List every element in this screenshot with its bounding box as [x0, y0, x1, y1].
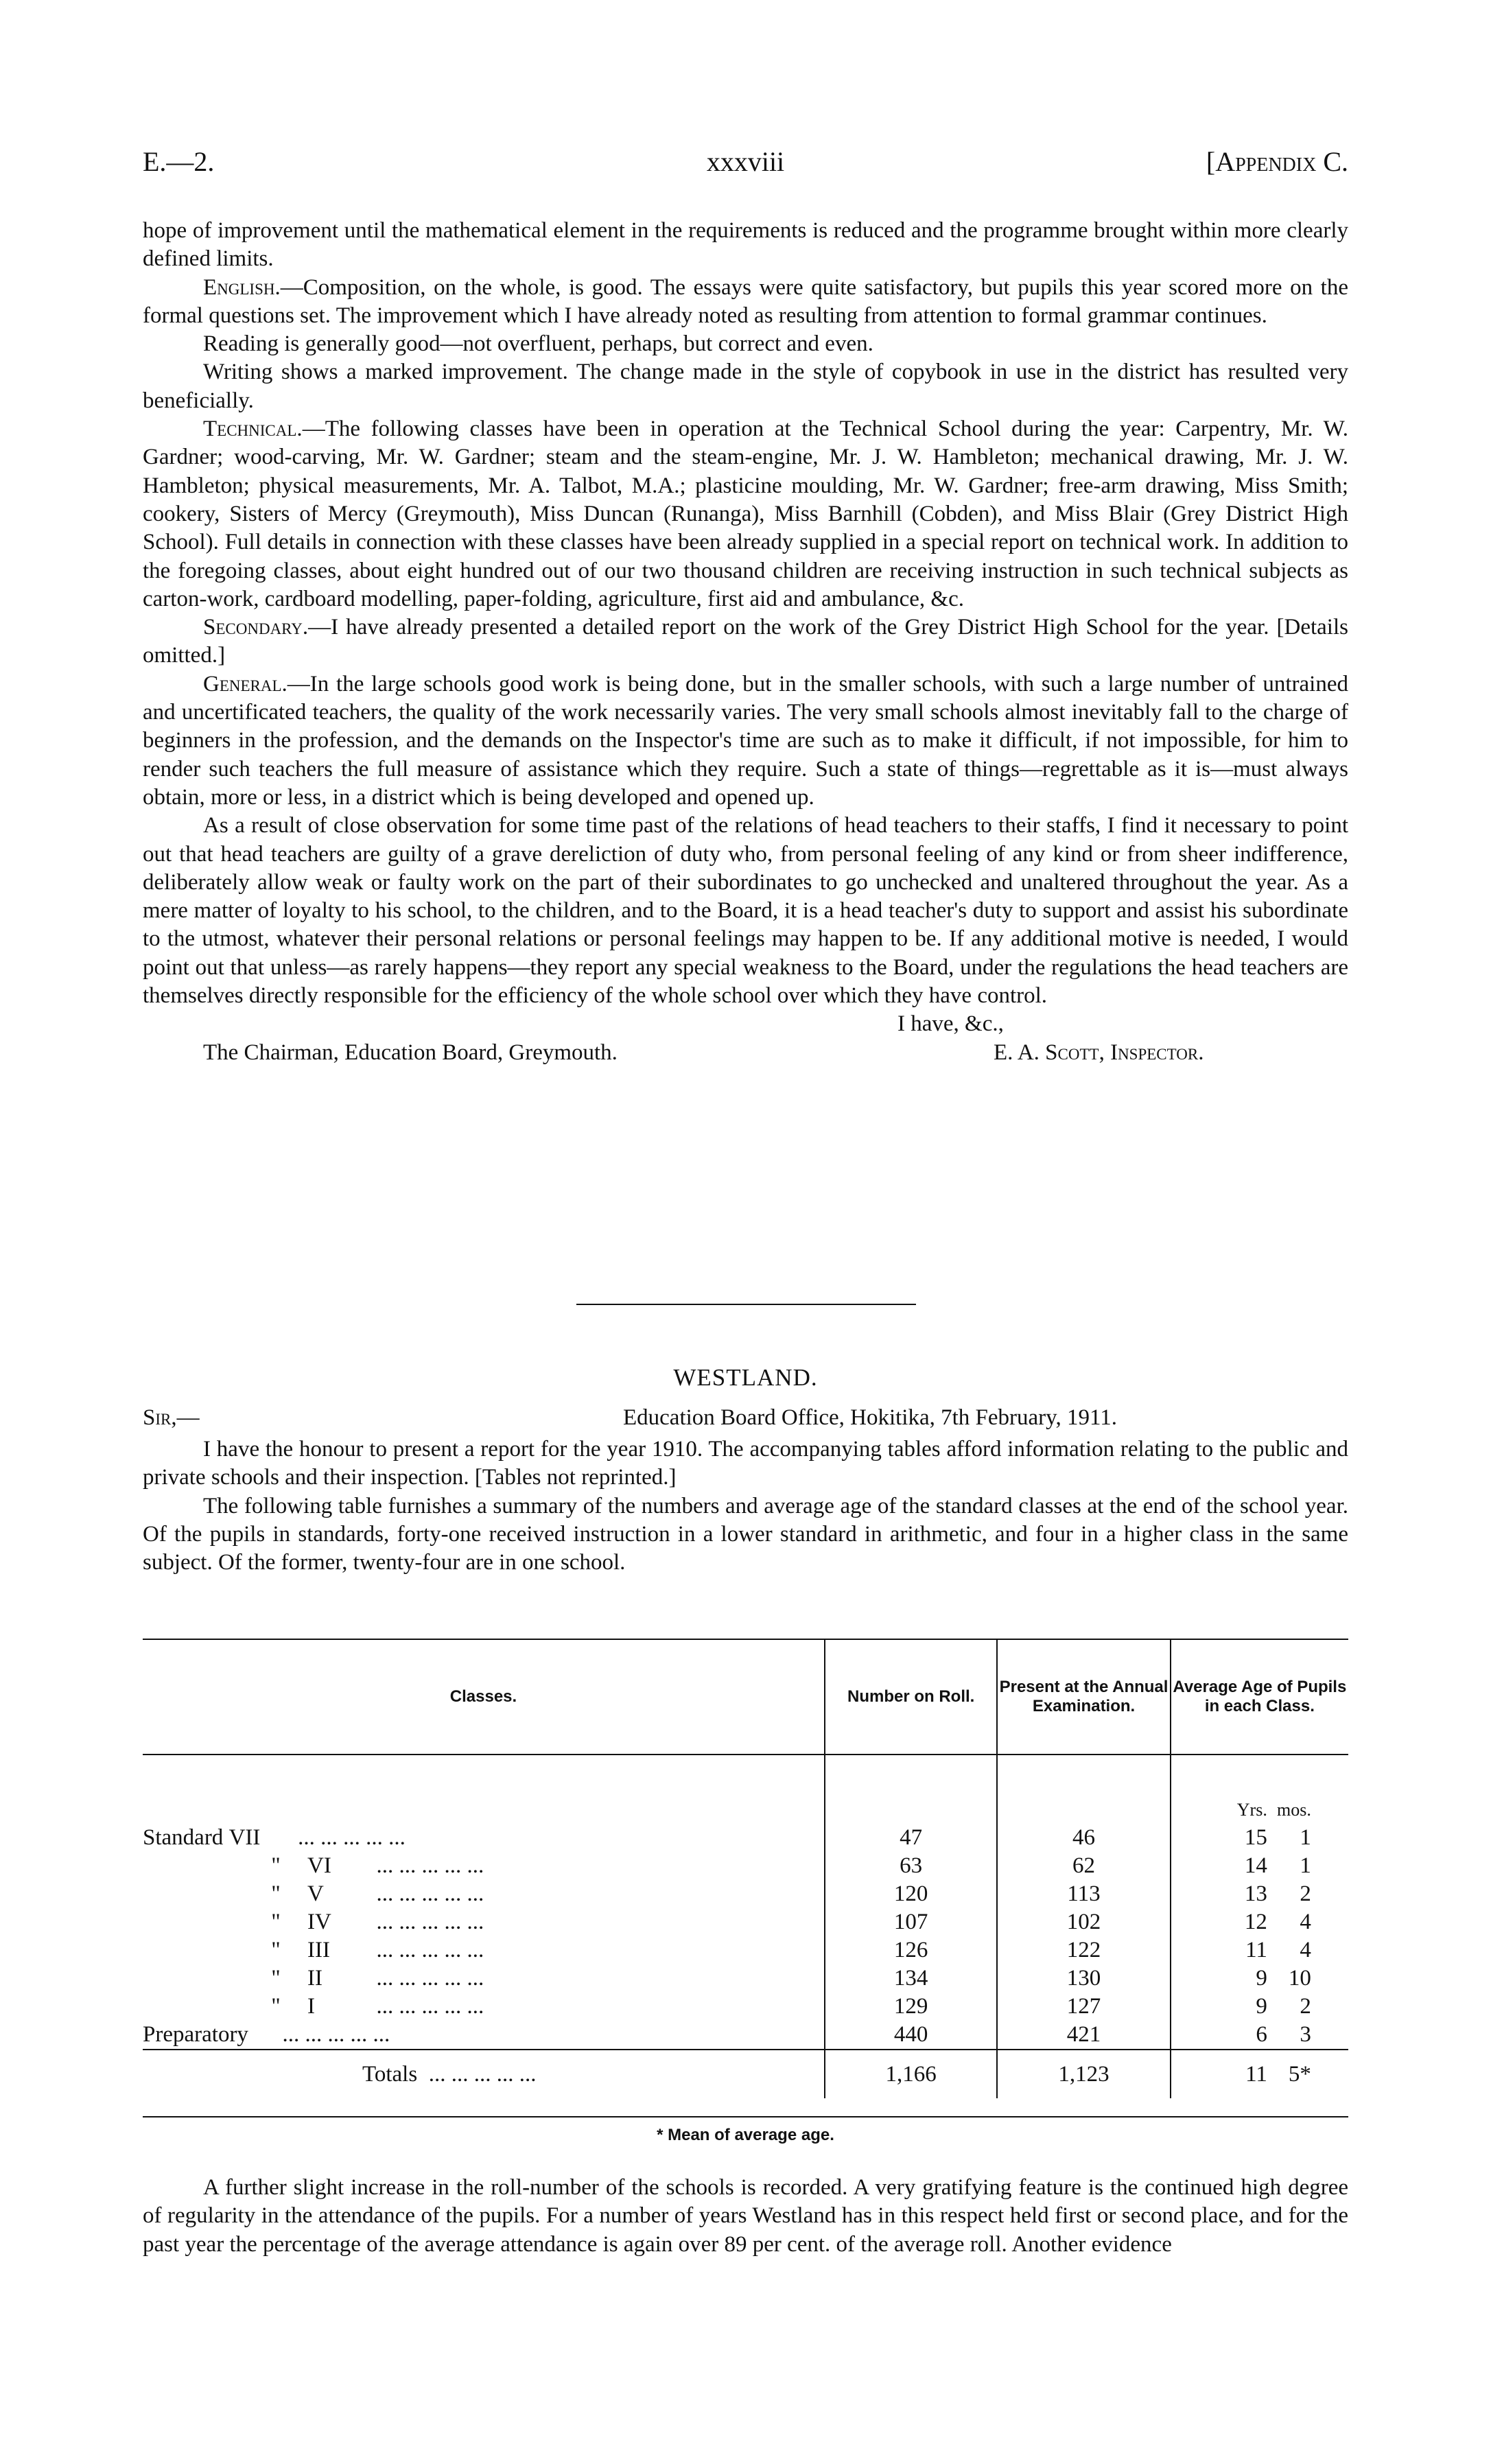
- age-years: 9: [1256, 1994, 1267, 2019]
- page-header: [143, 145, 1348, 187]
- class-label: [143, 2021, 825, 2050]
- leader-dots: ... ... ... ... ...: [376, 1853, 484, 1878]
- heading-technical: Technical.: [203, 416, 303, 442]
- paragraph-general: [143, 670, 1348, 812]
- heading-secondary: Secondary.: [203, 615, 309, 640]
- westland-continuation: [143, 2174, 1348, 2259]
- leader-dots: ... ... ... ... ...: [376, 1910, 484, 1934]
- age-months: 1: [1300, 1853, 1311, 1878]
- header-number-on-roll: Number on Roll.: [825, 1640, 997, 1755]
- totals-roll: 1,166: [825, 2050, 997, 2098]
- table-spacer-row: [143, 1755, 1348, 1796]
- age-months: 10: [1288, 1966, 1311, 1991]
- address-date: Education Board Office, Hokitika, 7th February, 1911.: [623, 1405, 1118, 1430]
- ditto-mark: ": [271, 1910, 281, 1934]
- class-numeral: VI: [307, 1853, 331, 1878]
- totals-age: [1171, 2050, 1348, 2098]
- westland-intro: [143, 1435, 1348, 1577]
- present-value: 113: [997, 1880, 1170, 1908]
- header-series: E.—2.: [143, 146, 215, 177]
- class-prefix: Standard: [143, 1825, 224, 1850]
- present-value: 130: [997, 1964, 1170, 1993]
- class-label: [143, 1936, 825, 1964]
- paragraph-westland-2: The following table furnishes a summary of the numbers and average age of the standard classes at the end of the school year. Of the pupils in standards, forty-one received instruction in a lower standard in arithmetic, and four in a higher class in the same subject. Of the former, twenty-four are in one school.: [143, 1493, 1348, 1575]
- class-label: [143, 1852, 825, 1880]
- age-years: 11: [1245, 1938, 1267, 1962]
- class-label: [143, 1824, 825, 1852]
- roll-value: 440: [825, 2021, 997, 2050]
- class-numeral: II: [307, 1966, 322, 1991]
- section-divider: [576, 1304, 916, 1305]
- class-label: [143, 1993, 825, 2021]
- leader-dots: ... ... ... ... ...: [428, 2061, 537, 2087]
- age-years: 9: [1256, 1966, 1267, 1991]
- english-text: —Composition, on the whole, is good. The essays were quite satisfactory, but pupils this year scored more on the formal questions set. The improvement which I have already noted as resulting from attention to formal grammar continues.: [143, 274, 1348, 328]
- totals-years: 11: [1245, 2061, 1267, 2087]
- secondary-text: —I have already presented a detailed report on the work of the Grey District High School for the year. [Details omitted.]: [143, 615, 1348, 668]
- present-value: 46: [997, 1824, 1170, 1852]
- age-years: 13: [1244, 1881, 1267, 1906]
- class-label: [143, 1880, 825, 1908]
- age-value: [1171, 1993, 1348, 2021]
- table-bottom-rule: [143, 2116, 1348, 2117]
- leader-dots: ... ... ... ... ...: [298, 1825, 406, 1850]
- paragraph-writing: Writing shows a marked improvement. The change made in the style of copybook in use in the district has resulted very beneficially.: [143, 360, 1348, 413]
- present-value: 127: [997, 1993, 1170, 2021]
- class-numeral: IV: [307, 1910, 331, 1934]
- leader-dots: ... ... ... ... ...: [376, 1994, 484, 2019]
- totals-text: Totals: [362, 2061, 418, 2087]
- paragraph-westland-1: I have the honour to present a report for the year 1910. The accompanying tables afford information relating to the public and private schools and their inspection. [Tables not reprinted.]: [143, 1437, 1348, 1490]
- present-value: 102: [997, 1908, 1170, 1936]
- westland-title: WESTLAND.: [673, 1364, 818, 1391]
- table-footnote: * Mean of average age.: [657, 2126, 834, 2144]
- paragraph-closing: As a result of close observation for some time past of the relations of head teachers to their staffs, I find it necessary to point out that head teachers are guilty of a grave dereliction of duty who, from personal feeling of any kind or from sheer indifference, deliberately allow weak or faulty work on the part of their subordinates to go unchecked and unaltered throughout the year. As a mere matter of loyalty to his school, to the children, and to the Board, it is a head teacher's duty to support and assist his subordinate to the utmost, whatever their personal relations or personal feelings may happen to be. If any additional motive is needed, I would point out that unless—as rarely happens—they report any special weakness to the Board, under the regulations the head teachers are themselves directly responsible for the efficiency of the whole school over which they have control.: [143, 813, 1348, 1009]
- totals-present: 1,123: [997, 2050, 1170, 2098]
- table-units-row: [143, 1796, 1348, 1824]
- age-months: 3: [1300, 2022, 1311, 2047]
- heading-english: English.: [203, 274, 281, 300]
- totals-row: [143, 2050, 1348, 2098]
- age-months: 2: [1300, 1881, 1311, 1906]
- age-value: [1171, 1908, 1348, 1936]
- roll-value: 126: [825, 1936, 997, 1964]
- roll-value: 134: [825, 1964, 997, 1993]
- totals-months: 5*: [1288, 2061, 1311, 2087]
- table-row: [143, 1852, 1348, 1880]
- roll-value: 129: [825, 1993, 997, 2021]
- class-numeral: I: [307, 1994, 315, 2019]
- paragraph-intro: hope of improvement until the mathematical element in the requirements is reduced and the programme brought within more clearly defined limits.: [143, 218, 1348, 272]
- age-value: [1171, 1852, 1348, 1880]
- age-months: 4: [1300, 1910, 1311, 1934]
- header-average-age: Average Age of Pupils in each Class.: [1171, 1640, 1348, 1755]
- header-page-number: xxxviii: [706, 146, 785, 177]
- roll-value: 120: [825, 1880, 997, 1908]
- general-text: —In the large schools good work is being done, but in the smaller schools, with such a large number of untrained and uncertificated teachers, the quality of the work necessarily varies. The very small schools almost inevitably fall to the charge of beginners in the profession, and the demands on the Inspector's time are such as to make it difficult, if not impossible, for him to render such teachers the full measure of assistance which they require. Such a state of things—regrettable as it is—must always obtain, more or less, in a district which is being developed and opened up.: [143, 671, 1348, 810]
- units-cell: [1171, 1796, 1348, 1824]
- leader-dots: ... ... ... ... ...: [282, 2022, 390, 2047]
- age-years: 12: [1244, 1910, 1267, 1934]
- roll-value: 47: [825, 1824, 997, 1852]
- header-present-at-exam: Present at the Annual Examination.: [997, 1640, 1170, 1755]
- class-numeral: VII: [228, 1825, 261, 1850]
- present-value: 62: [997, 1852, 1170, 1880]
- grey-report-body: [143, 217, 1348, 1067]
- age-value: [1171, 1880, 1348, 1908]
- class-numeral: V: [307, 1881, 324, 1906]
- age-years: 6: [1256, 2022, 1267, 2047]
- salutation: Sir,—: [143, 1405, 200, 1430]
- age-months: 4: [1300, 1938, 1311, 1962]
- present-value: 421: [997, 2021, 1170, 2050]
- class-label: [143, 1964, 825, 1993]
- class-label: [143, 1908, 825, 1936]
- paragraph-technical: [143, 415, 1348, 613]
- table-row: [143, 1880, 1348, 1908]
- age-value: [1171, 1936, 1348, 1964]
- signoff-chairman: The Chairman, Education Board, Greymouth.: [203, 1040, 618, 1065]
- class-numeral: III: [307, 1938, 330, 1962]
- present-value: 122: [997, 1936, 1170, 1964]
- unit-years: Yrs.: [1236, 1800, 1267, 1820]
- ditto-mark: ": [271, 1853, 281, 1878]
- salutation-line: [143, 1405, 1348, 1434]
- age-value: [1171, 1964, 1348, 1993]
- classes-table: [143, 1640, 1348, 2098]
- ditto-mark: ": [271, 1994, 281, 2019]
- signoff-line-2: [143, 1039, 1348, 1067]
- table-row: [143, 2021, 1348, 2050]
- heading-general: General.: [203, 671, 287, 696]
- table-row: [143, 1824, 1348, 1852]
- ditto-mark: ": [271, 1938, 281, 1962]
- age-years: 15: [1244, 1825, 1267, 1850]
- totals-label: [143, 2050, 825, 2098]
- roll-value: 63: [825, 1852, 997, 1880]
- table-row: [143, 1964, 1348, 1993]
- age-value: [1171, 1824, 1348, 1852]
- paragraph-english: [143, 274, 1348, 331]
- unit-months: mos.: [1277, 1800, 1311, 1820]
- header-appendix: [Appendix C.: [1206, 146, 1348, 177]
- age-years: 14: [1244, 1853, 1267, 1878]
- header-classes: Classes.: [143, 1640, 825, 1755]
- leader-dots: ... ... ... ... ...: [376, 1881, 484, 1906]
- age-value: [1171, 2021, 1348, 2050]
- signoff-have: I have, &c.,: [897, 1011, 1004, 1037]
- table-row: [143, 1908, 1348, 1936]
- age-months: 1: [1300, 1825, 1311, 1850]
- signoff-inspector: E. A. Scott, Inspector.: [994, 1040, 1204, 1065]
- technical-text: —The following classes have been in operation at the Technical School during the year: Carpentry, Mr. W. Gardner; wood-carving, Mr. W. Gardner; steam and the steam-engine, Mr. J. W. Hambleton; mechanical drawing, Mr. J. W. Hambleton; physical measurements, Mr. A. Talbot, M.A.; plasticine moulding, Mr. W. Gardner; free-arm drawing, Miss Smith; cookery, Sisters of Mercy (Greymouth), Miss Duncan (Runanga), Miss Barnhill (Cobden), and Miss Blair (Grey District High School). Full details in connection with these classes have been already supplied in a special report on technical work. In addition to the foregoing classes, about eight hundred out of our two thousand children are receiving instruction in such technical subjects as carton-work, cardboard modelling, paper-folding, agriculture, first aid and ambulance, &c.: [143, 416, 1348, 611]
- table-row: [143, 1993, 1348, 2021]
- table-header-row: [143, 1640, 1348, 1755]
- paragraph-secondary: [143, 613, 1348, 670]
- ditto-mark: ": [271, 1966, 281, 1991]
- age-months: 2: [1300, 1994, 1311, 2019]
- ditto-mark: ": [271, 1881, 281, 1906]
- signoff-line-1: [143, 1010, 1348, 1038]
- paragraph-westland-3: A further slight increase in the roll-number of the schools is recorded. A very gratifying feature is the continued high degree of regularity in the attendance of the pupils. For a number of years Westland has in this respect held first or second place, and for the past year the percentage of the average attendance is again over 89 per cent. of the average roll. Another evidence: [143, 2175, 1348, 2257]
- class-prefix: Preparatory: [143, 2022, 248, 2047]
- leader-dots: ... ... ... ... ...: [376, 1966, 484, 1991]
- paragraph-reading: Reading is generally good—not overfluent, perhaps, but correct and even.: [203, 331, 873, 357]
- leader-dots: ... ... ... ... ...: [376, 1938, 484, 1962]
- roll-value: 107: [825, 1908, 997, 1936]
- table-row: [143, 1936, 1348, 1964]
